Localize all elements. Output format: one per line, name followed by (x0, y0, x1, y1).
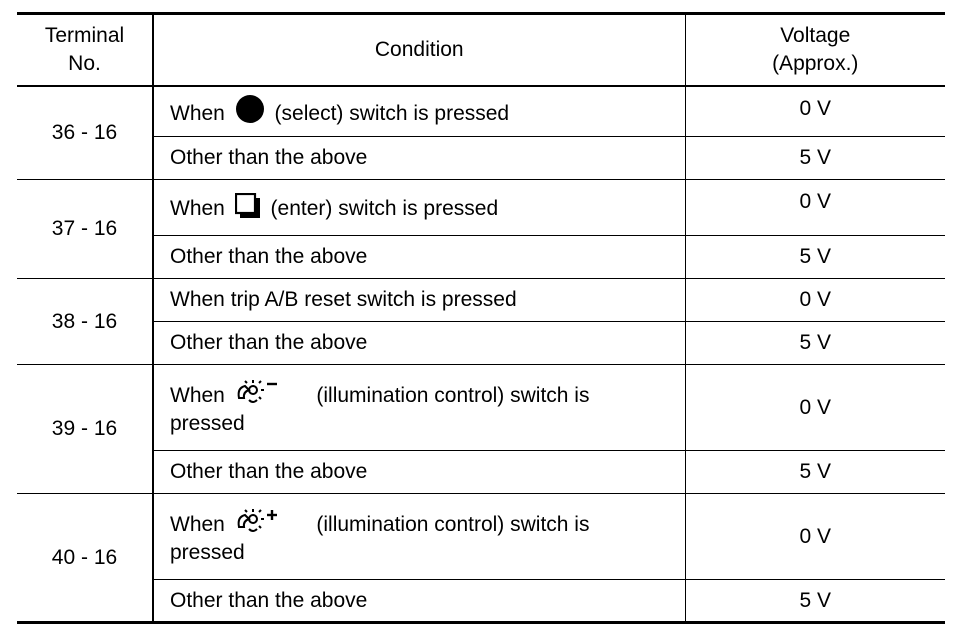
terminal-voltage-table (17, 12, 945, 624)
condition-cell (153, 365, 685, 451)
illumination-plus-icon (235, 507, 279, 535)
table-row (17, 279, 945, 322)
condition-cell: Other than the above (153, 137, 685, 180)
condition-cell: When trip A/B reset switch is pressed (153, 279, 685, 322)
condition-cell: Other than the above (153, 322, 685, 365)
condition-cell: Other than the above (153, 236, 685, 279)
header-terminal-line1: Terminal (44, 23, 125, 47)
table-row (17, 494, 945, 580)
header-condition: Condition (153, 14, 685, 86)
voltage-cell: 0 V (685, 365, 945, 451)
header-voltage-line1: Voltage (780, 23, 851, 47)
terminal-cell: 40 - 16 (17, 494, 153, 623)
terminal-cell: 36 - 16 (17, 86, 153, 180)
table-row (17, 236, 945, 279)
table-row (17, 365, 945, 451)
enter-icon (235, 193, 261, 219)
voltage-cell: 5 V (685, 322, 945, 365)
header-terminal-line2: No. (68, 51, 101, 75)
condition-prefix: When (170, 512, 225, 536)
condition-cell (153, 86, 685, 137)
condition-cell (153, 180, 685, 236)
condition-suffix: (illumination control) switch is (316, 383, 590, 407)
select-icon (235, 94, 265, 124)
illumination-minus-icon (235, 378, 279, 406)
condition-line2: pressed (170, 411, 245, 435)
table-row (17, 180, 945, 236)
table-row (17, 86, 945, 137)
voltage-cell: 5 V (685, 137, 945, 180)
condition-cell: Other than the above (153, 451, 685, 494)
terminal-cell: 37 - 16 (17, 180, 153, 279)
condition-suffix: (illumination control) switch is (316, 512, 590, 536)
condition-cell: Other than the above (153, 580, 685, 623)
voltage-cell: 0 V (685, 279, 945, 322)
terminal-cell: 38 - 16 (17, 279, 153, 365)
table-row (17, 322, 945, 365)
condition-prefix: When (170, 383, 225, 407)
header-terminal (17, 14, 153, 86)
condition-prefix: When (170, 196, 225, 220)
header-row (17, 14, 945, 86)
condition-cell (153, 494, 685, 580)
table-row (17, 451, 945, 494)
table-row (17, 580, 945, 623)
header-voltage-line2: (Approx.) (772, 51, 859, 75)
voltage-cell: 0 V (685, 494, 945, 580)
header-voltage (685, 14, 945, 86)
condition-suffix: (enter) switch is pressed (270, 196, 499, 220)
voltage-cell: 5 V (685, 236, 945, 279)
terminal-cell: 39 - 16 (17, 365, 153, 494)
voltage-cell: 0 V (685, 180, 945, 236)
condition-prefix: When (170, 102, 225, 126)
voltage-cell: 0 V (685, 86, 945, 137)
voltage-cell: 5 V (685, 580, 945, 623)
voltage-cell: 5 V (685, 451, 945, 494)
table-row (17, 137, 945, 180)
condition-suffix: (select) switch is pressed (274, 102, 510, 126)
condition-line2: pressed (170, 540, 245, 564)
